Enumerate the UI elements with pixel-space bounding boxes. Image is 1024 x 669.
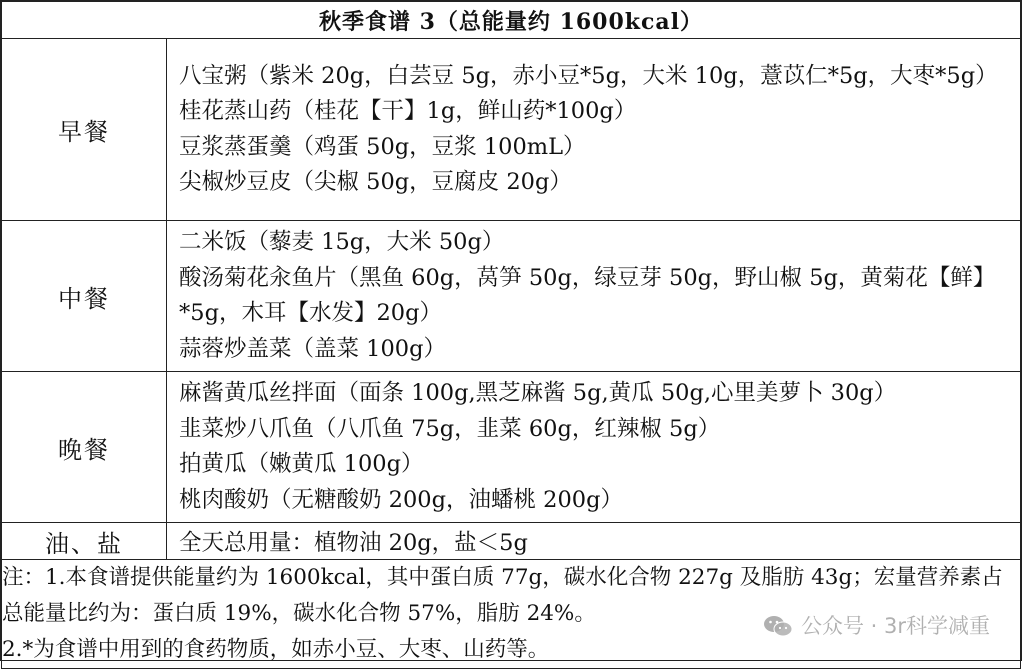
notes-cell [2, 560, 1021, 669]
oil-salt-value: 全天总用量：植物油 20g，盐＜5g [167, 523, 1021, 560]
oil-salt-label: 油、盐 [2, 523, 167, 560]
dish-list-dinner [167, 372, 1021, 523]
notes-row [2, 560, 1021, 669]
meal-label-breakfast: 早餐 [2, 39, 167, 221]
title-row [2, 2, 1021, 39]
dish-item: 尖椒炒豆皮（尖椒 50g，豆腐皮 20g） [179, 169, 572, 195]
dish-item: 桃肉酸奶（无糖酸奶 200g，油蟠桃 200g） [179, 486, 624, 513]
dish-item: 八宝粥（紫米 20g，白芸豆 5g，赤小豆*5g，大米 10g，薏苡仁*5g，大枣*5g） [179, 62, 998, 89]
dish-item: 麻酱黄瓜丝拌面（面条 100g,黑芝麻酱 5g,黄瓜 50g,心里美萝卜 30g） [179, 380, 897, 406]
dish-item: 蒜蓉炒盖菜（盖菜 100g） [179, 335, 447, 362]
meal-row-breakfast [2, 39, 1021, 221]
dish-item: 拍黄瓜（嫩黄瓜 100g） [179, 451, 424, 477]
note-line-1: 注：1.本食谱提供能量约为 1600kcal，其中蛋白质 77g，碳水化合物 227g 及脂肪 43g；宏量营养素占总能量比约为：蛋白质 19%，碳水化合物 57%，脂肪 24%。 [2, 565, 1003, 626]
dish-item: 桂花蒸山药（桂花【干】1g，鲜山药*100g） [179, 98, 637, 124]
dish-list-breakfast [167, 39, 1021, 221]
dish-item: 二米饭（藜麦 15g，大米 50g） [179, 229, 505, 255]
meal-label-dinner: 晚餐 [2, 372, 167, 523]
watermark-text: 公众号 · 3r科学减重 [800, 614, 990, 638]
oil-salt-row [2, 523, 1021, 560]
watermark [763, 608, 990, 644]
wechat-icon [763, 614, 793, 638]
meal-row-lunch [2, 221, 1021, 372]
dish-item: 酸汤菊花汆鱼片（黑鱼 60g，莴笋 50g，绿豆芽 50g，野山椒 5g，黄菊花【鲜】*5g，木耳【水发】20g） [179, 264, 996, 326]
dish-item: 韭菜炒八爪鱼（八爪鱼 75g，韭菜 60g，红辣椒 5g） [179, 415, 721, 442]
dish-list-lunch [167, 221, 1021, 372]
dish-item: 豆浆蒸蛋羹（鸡蛋 50g，豆浆 100mL） [179, 133, 586, 160]
recipe-table [1, 1, 1021, 669]
note-line-2: 2.*为食谱中用到的食药物质，如赤小豆、大枣、山药等。 [2, 637, 550, 662]
meal-label-lunch: 中餐 [2, 221, 167, 372]
recipe-title: 秋季食谱 3（总能量约 1600kcal） [2, 2, 1021, 39]
meal-row-dinner [2, 372, 1021, 523]
